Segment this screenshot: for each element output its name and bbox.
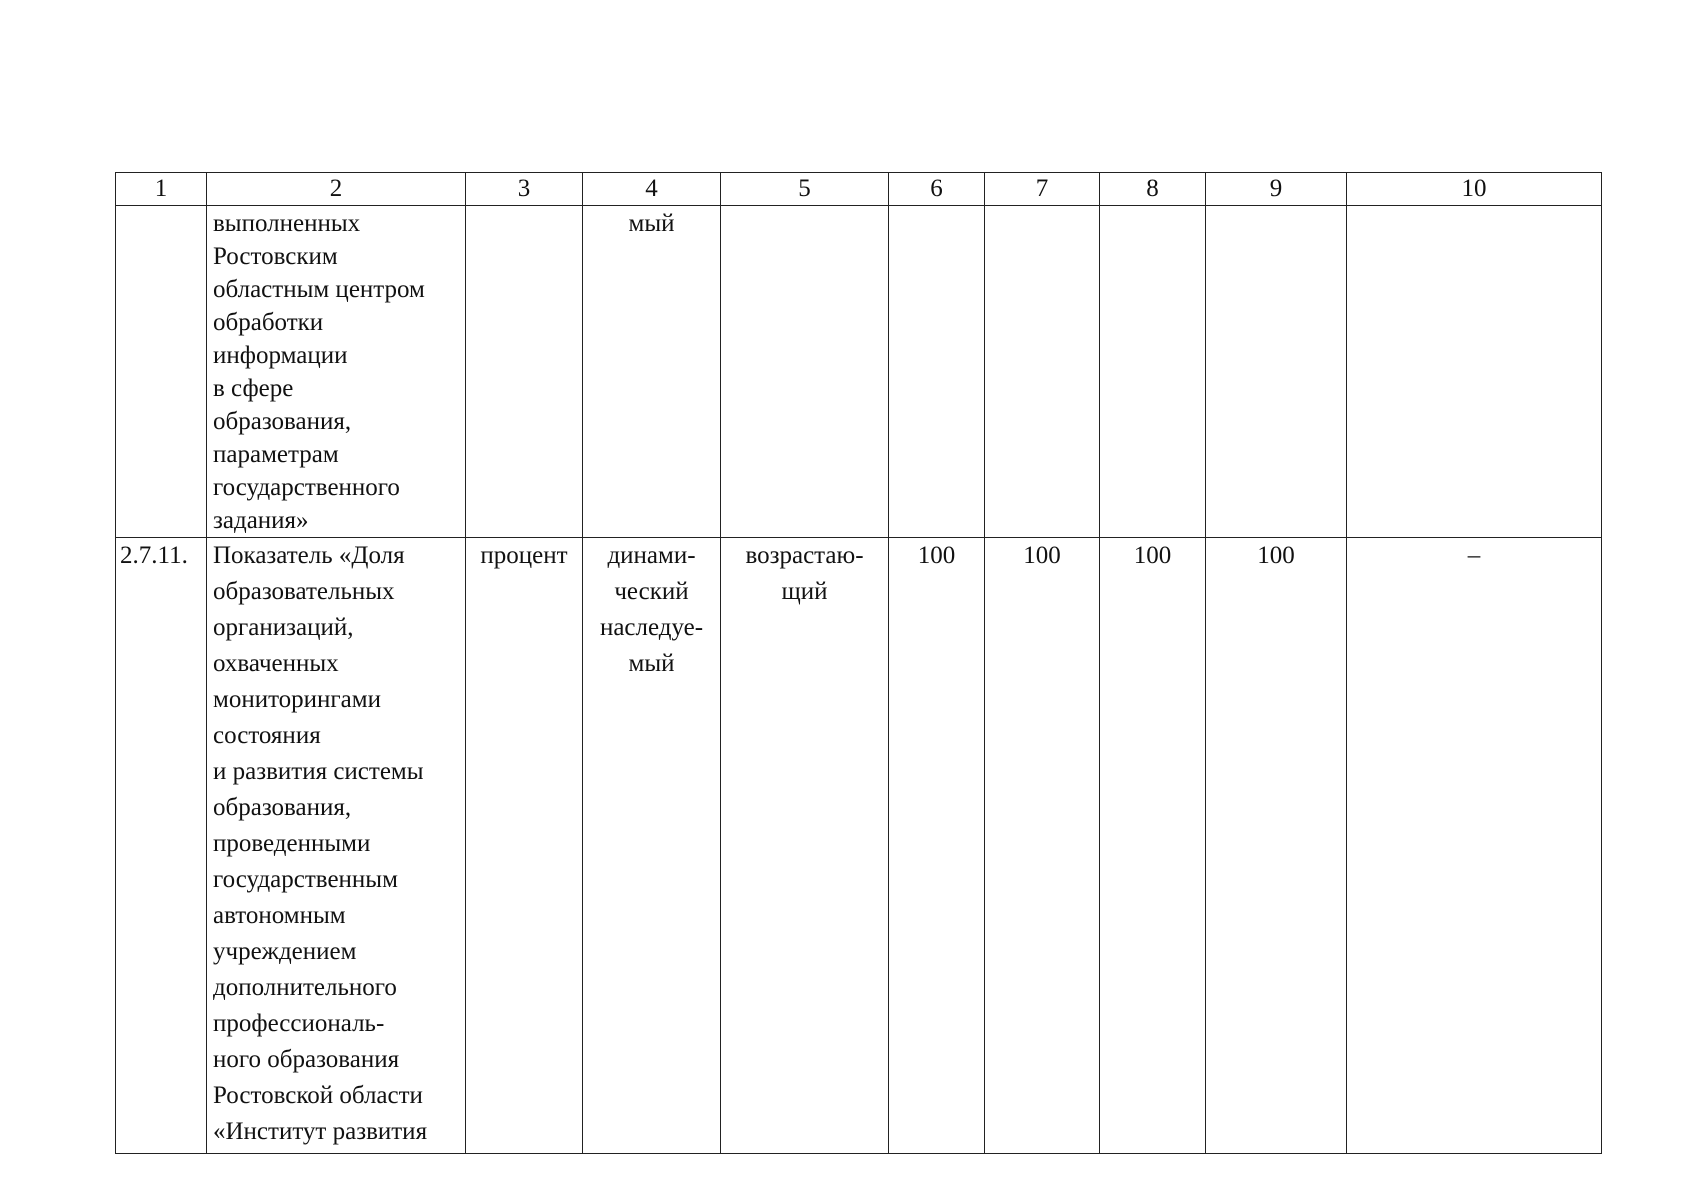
cell-col7 <box>985 538 1100 1154</box>
table-header-row <box>116 173 1602 206</box>
cell-col6 <box>889 538 985 1154</box>
header-col-3: 3 <box>466 173 583 206</box>
row-col9-value: 100 <box>1257 542 1295 569</box>
cell-col9 <box>1206 206 1347 538</box>
header-col-1: 1 <box>116 173 207 206</box>
header-col-10: 10 <box>1347 173 1602 206</box>
continuation-type: мый <box>628 210 675 237</box>
row-col6-value: 100 <box>917 542 956 569</box>
continuation-description: выполненных Ростовским областным центром обработки информации в сфере образования, параметрам государственного задания» <box>213 210 425 534</box>
cell-col6 <box>889 206 985 538</box>
cell-col8 <box>1100 206 1206 538</box>
row-direction: возрастаю- щий <box>745 542 864 605</box>
table-row-continuation <box>116 206 1602 538</box>
header-col-4: 4 <box>583 173 721 206</box>
cell-direction <box>721 538 889 1154</box>
header-col-7: 7 <box>985 173 1100 206</box>
cell-unit <box>466 538 583 1154</box>
row-col10-value: – <box>1467 542 1481 569</box>
header-col-8: 8 <box>1100 173 1206 206</box>
header-col-9: 9 <box>1206 173 1347 206</box>
row-col7-value: 100 <box>1023 542 1061 569</box>
header-col-5: 5 <box>721 173 889 206</box>
cell-unit <box>466 206 583 538</box>
cell-number <box>116 538 207 1154</box>
cell-direction <box>721 206 889 538</box>
table-row-2-7-11 <box>116 538 1602 1154</box>
cell-description <box>207 538 466 1154</box>
row-type: динами- ческий наследуе- мый <box>599 542 704 677</box>
header-col-2: 2 <box>207 173 466 206</box>
row-number: 2.7.11. <box>120 542 188 569</box>
cell-description <box>207 206 466 538</box>
cell-col8 <box>1100 538 1206 1154</box>
cell-col7 <box>985 206 1100 538</box>
cell-col10 <box>1347 538 1602 1154</box>
cell-col10 <box>1347 206 1602 538</box>
row-col8-value: 100 <box>1133 542 1172 569</box>
cell-number <box>116 206 207 538</box>
cell-type <box>583 206 721 538</box>
row-unit: процент <box>480 542 568 569</box>
cell-col9 <box>1206 538 1347 1154</box>
indicators-table <box>115 172 1602 1154</box>
row-description: Показатель «Доля образовательных организаций, охваченных мониторингами состояния и развития системы образования, проведенными государственным автономным учреждением дополнительного профессиональ- ного образования Ростовской области «Институт развития <box>213 542 428 1145</box>
header-col-6: 6 <box>889 173 985 206</box>
cell-type <box>583 538 721 1154</box>
